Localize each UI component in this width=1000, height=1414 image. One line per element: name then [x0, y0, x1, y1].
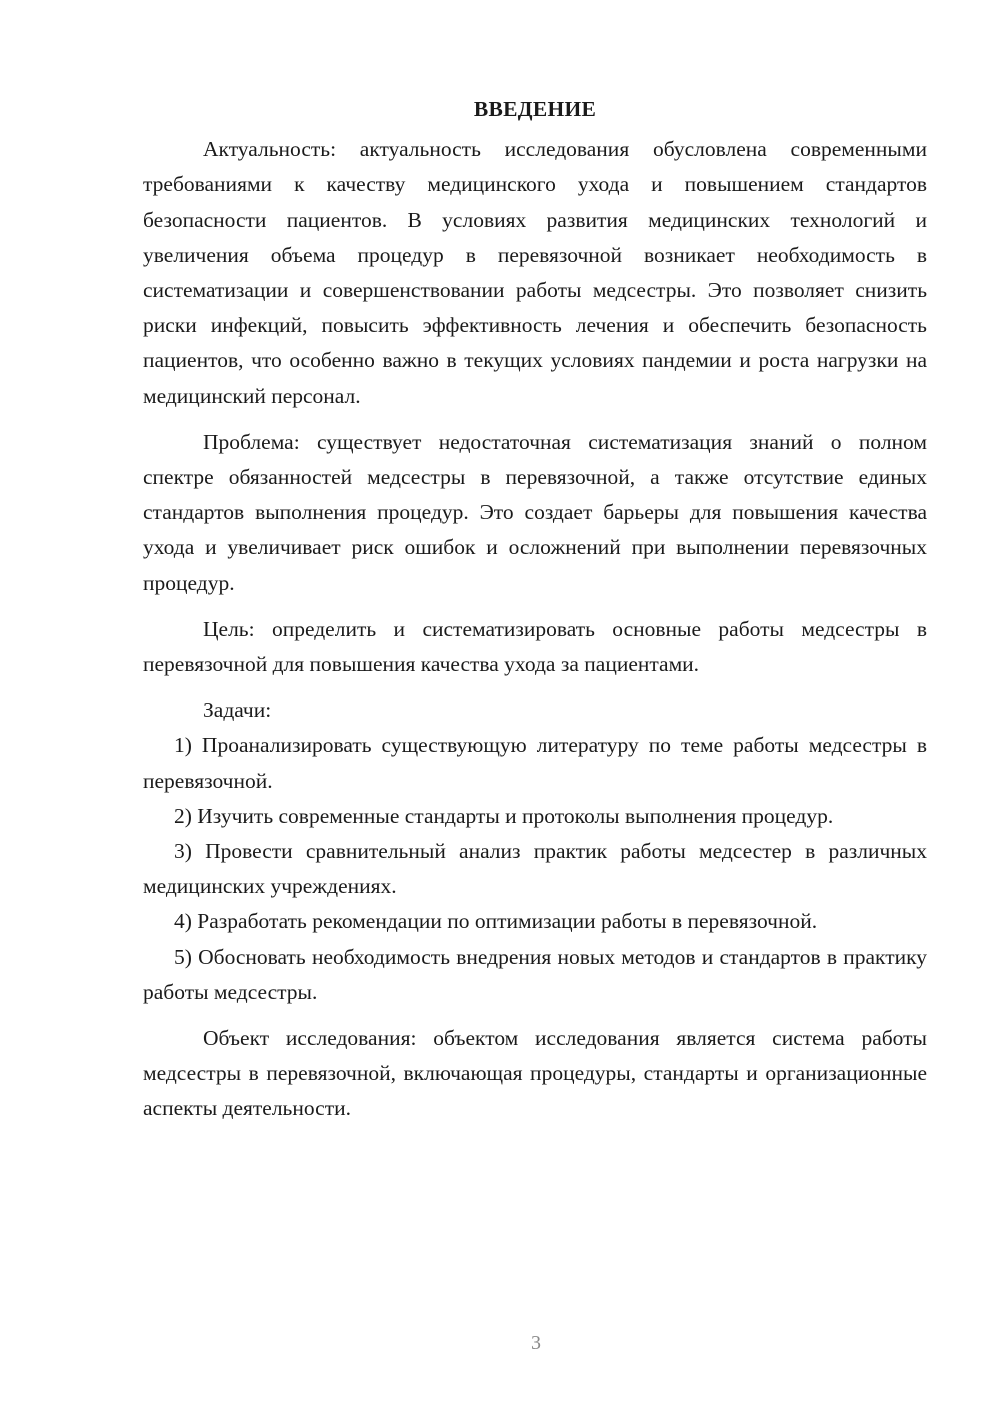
relevance-paragraph: Актуальность: актуальность исследования обусловлена современными требованиями к качеству медицинского ухода и повышением стандартов безопасности пациентов. В условиях развития медицинских технологий и увеличения объема процедур в перевязочной возникает необходимость в систематизации и совершенствовании работы медсестры. Это позволяет снизить риски инфекций, повысить эффективность лечения и обеспечить безопасность пациентов, что особенно важно в текущих условиях пандемии и роста нагрузки на медицинский персонал.	[143, 137, 927, 408]
task-item-3: 3) Провести сравнительный анализ практик работы медсестер в различных медицинских учреждениях.	[143, 839, 927, 899]
problem-paragraph: Проблема: существует недостаточная систематизация знаний о полном спектре обязанностей медсестры в перевязочной, а также отсутствие единых стандартов выполнения процедур. Это создает барьеры для повышения качества ухода и увеличивает риск ошибок и осложнений при выполнении перевязочных процедур.	[143, 429, 927, 595]
section-heading: ВВЕДЕНИЕ	[473, 97, 597, 121]
document-page	[143, 92, 927, 1127]
task-item-2: 2) Изучить современные стандарты и протоколы выполнения процедур.	[174, 803, 834, 828]
task-item-4: 4) Разработать рекомендации по оптимизации работы в перевязочной.	[174, 909, 818, 934]
object-paragraph: Объект исследования: объектом исследования является система работы медсестры в перевязочной, включающая процедуры, стандарты и организационные аспекты деятельности.	[143, 1026, 927, 1121]
task-item-1: 1) Проанализировать существующую литературу по теме работы медсестры в перевязочной.	[143, 733, 927, 793]
tasks-label: Задачи:	[203, 698, 272, 723]
task-item-5: 5) Обосновать необходимость внедрения новых методов и стандартов в практику работы медсестры.	[143, 944, 927, 1004]
goal-paragraph: Цель: определить и систематизировать основные работы медсестры в перевязочной для повышения качества ухода за пациентами.	[143, 616, 927, 677]
page-number: 3	[531, 1332, 541, 1354]
